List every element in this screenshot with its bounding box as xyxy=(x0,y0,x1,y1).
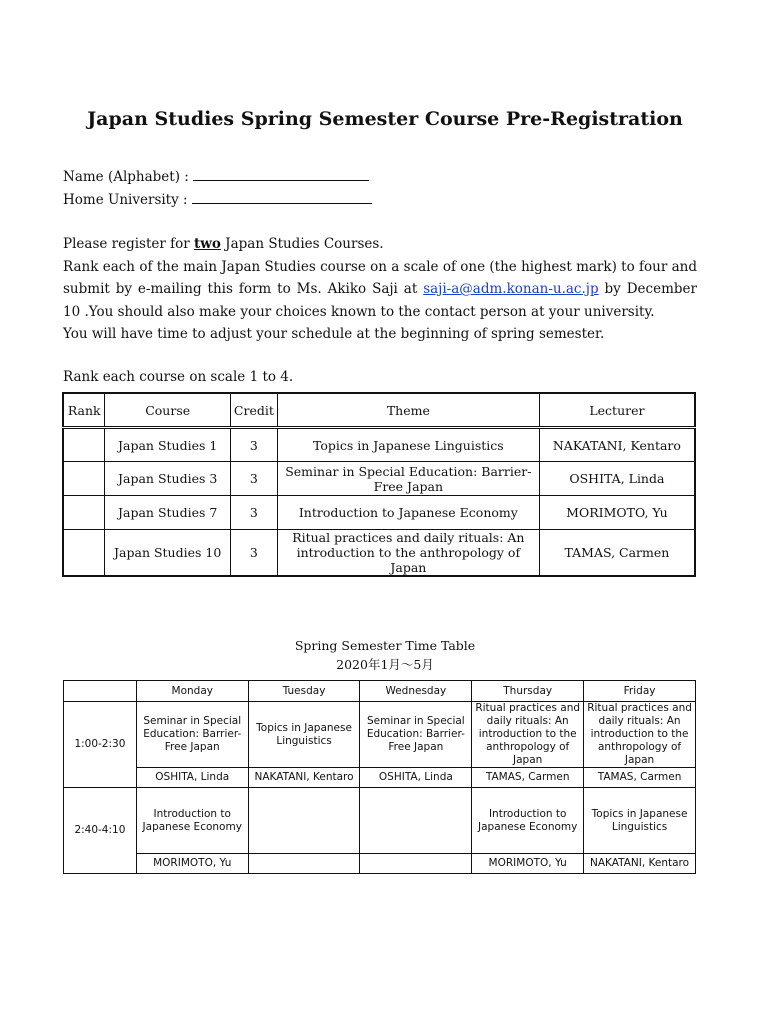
credit-cell: 3 xyxy=(230,496,277,530)
lecturer-cell: NAKATANI, Kentaro xyxy=(539,428,695,462)
instruction-rank xyxy=(63,256,697,324)
column-header: Rank xyxy=(63,393,105,428)
theme-cell: Seminar in Special Education: Barrier-Free Japan xyxy=(277,462,539,496)
timetable-course: Ritual practices and daily rituals: An introduction to the anthropology of Japan xyxy=(472,702,584,768)
name-blank[interactable] xyxy=(193,167,369,181)
course-cell: Japan Studies 1 xyxy=(105,428,230,462)
timetable-lecturer: NAKATANI, Kentaro xyxy=(584,854,696,874)
rank-input[interactable] xyxy=(63,428,105,462)
table-row xyxy=(63,530,695,577)
rank-note: Rank each course on scale 1 to 4. xyxy=(63,369,294,385)
timetable xyxy=(63,680,696,874)
timetable-lecturer xyxy=(248,854,360,874)
timetable-course: Ritual practices and daily rituals: An introduction to the anthropology of Japan xyxy=(584,702,696,768)
rank-input[interactable] xyxy=(63,530,105,577)
name-field xyxy=(63,167,369,185)
day-header: Wednesday xyxy=(360,681,472,702)
lecturer-cell: MORIMOTO, Yu xyxy=(539,496,695,530)
page-title: Japan Studies Spring Semester Course Pre-Registration xyxy=(87,108,683,130)
timetable-course: Seminar in Special Education: Barrier-Free Japan xyxy=(360,702,472,768)
day-header: Monday xyxy=(136,681,248,702)
timetable-header-row xyxy=(64,681,696,702)
table-row xyxy=(63,462,695,496)
timetable-lecturer xyxy=(360,854,472,874)
credit-cell: 3 xyxy=(230,428,277,462)
course-cell: Japan Studies 10 xyxy=(105,530,230,577)
timetable-course xyxy=(248,788,360,854)
university-blank[interactable] xyxy=(192,190,372,204)
timetable-heading xyxy=(0,636,770,674)
instruction-text: Japan Studies Courses. xyxy=(220,236,384,252)
timetable-lecturer: MORIMOTO, Yu xyxy=(136,854,248,874)
timetable-lecturer-row xyxy=(64,854,696,874)
instruction-adjust: You will have time to adjust your schedule at the beginning of spring semester. xyxy=(63,326,605,342)
column-header: Course xyxy=(105,393,230,428)
theme-cell: Introduction to Japanese Economy xyxy=(277,496,539,530)
timetable-course: Introduction to Japanese Economy xyxy=(472,788,584,854)
timetable-lecturer: OSHITA, Linda xyxy=(136,768,248,788)
timetable-course: Introduction to Japanese Economy xyxy=(136,788,248,854)
timetable-course-row xyxy=(64,702,696,768)
timetable-course: Seminar in Special Education: Barrier-Free Japan xyxy=(136,702,248,768)
time-slot: 1:00-2:30 xyxy=(64,702,137,788)
timetable-course-row xyxy=(64,788,696,854)
table-header-row xyxy=(63,393,695,428)
time-header xyxy=(64,681,137,702)
rank-input[interactable] xyxy=(63,462,105,496)
timetable-lecturer: TAMAS, Carmen xyxy=(584,768,696,788)
timetable-lecturer: OSHITA, Linda xyxy=(360,768,472,788)
name-label: Name (Alphabet) : xyxy=(63,169,189,185)
instruction-text: by December 10 .You should also make your choices known to the contact person at your university. xyxy=(63,281,697,320)
email-link[interactable]: saji-a@adm.konan-u.ac.jp xyxy=(423,281,599,297)
column-header: Credit xyxy=(230,393,277,428)
university-field xyxy=(63,190,372,208)
course-cell: Japan Studies 7 xyxy=(105,496,230,530)
course-table xyxy=(62,392,696,577)
credit-cell: 3 xyxy=(230,462,277,496)
theme-cell: Topics in Japanese Linguistics xyxy=(277,428,539,462)
column-header: Theme xyxy=(277,393,539,428)
emphasis-two: two xyxy=(194,236,221,252)
instruction-register xyxy=(63,233,697,256)
table-row xyxy=(63,428,695,462)
theme-cell: Ritual practices and daily rituals: An introduction to the anthropology of Japan xyxy=(277,530,539,577)
timetable-title: Spring Semester Time Table xyxy=(294,638,476,653)
timetable-lecturer-row xyxy=(64,768,696,788)
timetable-lecturer: NAKATANI, Kentaro xyxy=(248,768,360,788)
instructions xyxy=(63,233,697,346)
timetable-lecturer: TAMAS, Carmen xyxy=(472,768,584,788)
lecturer-cell: OSHITA, Linda xyxy=(539,462,695,496)
column-header: Lecturer xyxy=(539,393,695,428)
timetable-course: Topics in Japanese Linguistics xyxy=(248,702,360,768)
instruction-text: Rank each of the main Japan Studies course on a scale of one (the highest mark) to four and submit by e-mailing this form to Ms. Akiko Saji at xyxy=(63,258,697,297)
timetable-subtitle: 2020年1月～5月 xyxy=(336,657,434,672)
table-row xyxy=(63,496,695,530)
instruction-text: Please register for xyxy=(63,236,195,252)
course-cell: Japan Studies 3 xyxy=(105,462,230,496)
timetable-lecturer: MORIMOTO, Yu xyxy=(472,854,584,874)
day-header: Tuesday xyxy=(248,681,360,702)
lecturer-cell: TAMAS, Carmen xyxy=(539,530,695,577)
university-label: Home University : xyxy=(63,192,188,208)
rank-input[interactable] xyxy=(63,496,105,530)
day-header: Friday xyxy=(584,681,696,702)
timetable-course: Topics in Japanese Linguistics xyxy=(584,788,696,854)
time-slot: 2:40-4:10 xyxy=(64,788,137,874)
timetable-course xyxy=(360,788,472,854)
credit-cell: 3 xyxy=(230,530,277,577)
day-header: Thursday xyxy=(472,681,584,702)
